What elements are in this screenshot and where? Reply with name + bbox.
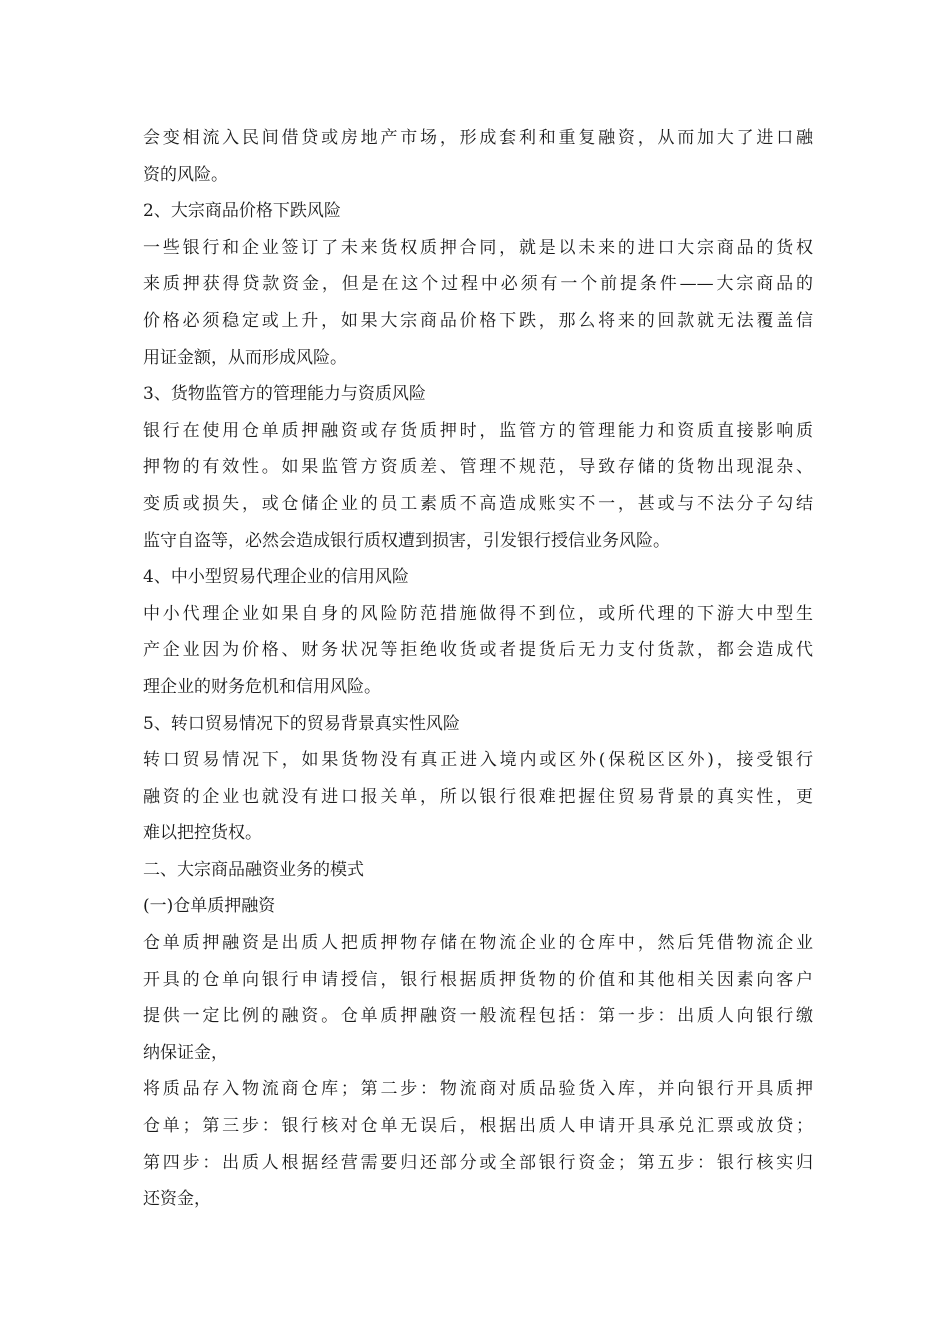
text-line: 将质品存入物流商仓库；第二步：物流商对质品验货入库，并向银行开具质押 xyxy=(143,1079,813,1100)
text-line: 2、大宗商品价格下跌风险 xyxy=(143,201,341,222)
text-line: 用证金额，从而形成风险。 xyxy=(143,347,347,368)
text-line: 一些银行和企业签订了未来货权质押合同，就是以未来的进口大宗商品的货权 xyxy=(143,237,813,258)
text-line: 4、中小型贸易代理企业的信用风险 xyxy=(143,567,409,588)
text-line: (一)仓单质押融资 xyxy=(143,896,276,917)
text-line: 3、货物监管方的管理能力与资质风险 xyxy=(143,384,426,405)
text-line: 融资的企业也就没有进口报关单，所以银行很难把握住贸易背景的真实性，更 xyxy=(143,786,813,807)
text-line: 理企业的财务危机和信用风险。 xyxy=(143,676,381,697)
text-line: 中小代理企业如果自身的风险防范措施做得不到位，或所代理的下游大中型生 xyxy=(143,603,813,624)
text-line: 仓单质押融资是出质人把质押物存储在物流企业的仓库中，然后凭借物流企业 xyxy=(143,933,813,954)
text-line: 5、转口贸易情况下的贸易背景真实性风险 xyxy=(143,713,460,734)
text-line: 难以把控货权。 xyxy=(143,823,262,844)
text-line: 二、大宗商品融资业务的模式 xyxy=(143,859,364,880)
text-line: 仓单；第三步：银行核对仓单无误后，根据出质人申请开具承兑汇票或放贷； xyxy=(143,1116,813,1137)
text-line: 开具的仓单向银行申请授信，银行根据质押货物的价值和其他相关因素向客户 xyxy=(143,969,813,990)
text-line: 变质或损失，或仓储企业的员工素质不高造成账实不一，甚或与不法分子勾结 xyxy=(143,493,813,514)
text-line: 价格必须稳定或上升，如果大宗商品价格下跌，那么将来的回款就无法覆盖信 xyxy=(143,310,813,331)
text-line: 来质押获得贷款资金，但是在这个过程中必须有一个前提条件——大宗商品的 xyxy=(143,274,813,295)
text-line: 会变相流入民间借贷或房地产市场，形成套利和重复融资，从而加大了进口融 xyxy=(143,128,813,148)
text-line: 第四步：出质人根据经营需要归还部分或全部银行资金；第五步：银行核实归 xyxy=(143,1152,813,1173)
text-line: 提供一定比例的融资。仓单质押融资一般流程包括：第一步：出质人向银行缴 xyxy=(143,1006,813,1027)
text-line: 押物的有效性。如果监管方资质差、管理不规范，导致存储的货物出现混杂、 xyxy=(143,457,813,478)
document-body xyxy=(143,120,813,1218)
text-line: 银行在使用仓单质押融资或存货质押时，监管方的管理能力和资质直接影响质 xyxy=(143,420,813,441)
text-line: 产企业因为价格、财务状况等拒绝收货或者提货后无力支付货款，都会造成代 xyxy=(143,640,813,661)
text-line: 监守自盗等，必然会造成银行质权遭到损害，引发银行授信业务风险。 xyxy=(143,530,670,551)
text-line: 纳保证金， xyxy=(143,1042,228,1063)
text-line: 资的风险。 xyxy=(143,164,228,185)
text-line: 转口贸易情况下，如果货物没有真正进入境内或区外(保税区区外)，接受银行 xyxy=(143,750,813,771)
text-line: 还资金， xyxy=(143,1189,211,1210)
